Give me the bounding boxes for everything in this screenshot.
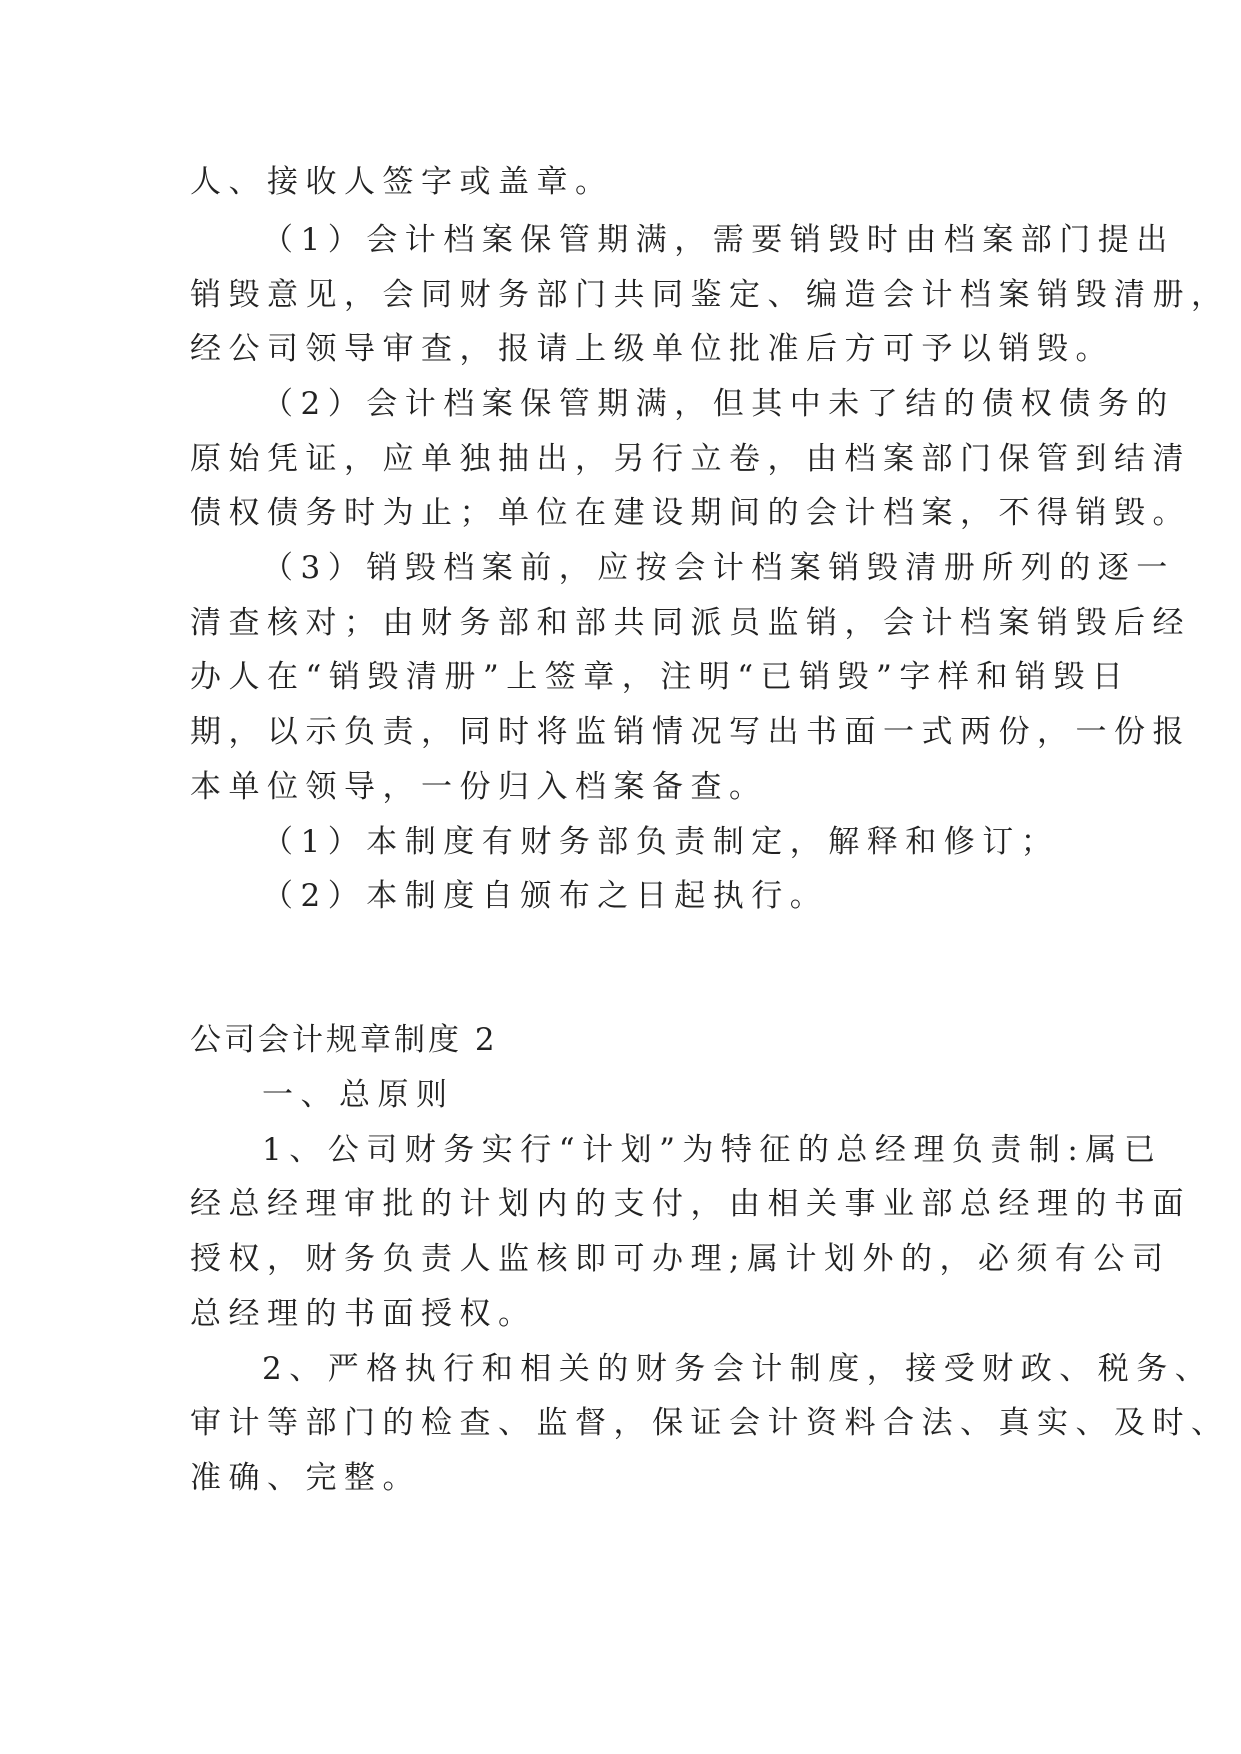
paragraph-line: （2）会计档案保管期满，但其中未了结的债权债务的: [262, 386, 1175, 422]
paragraph-line: 债权债务时为止；单位在建设期间的会计档案，不得销毁。: [190, 495, 1191, 531]
paragraph-line: （1）会计档案保管期满，需要销毁时由档案部门提出: [262, 222, 1175, 258]
paragraph-line: 授权，财务负责人监核即可办理;属计划外的，必须有公司: [190, 1241, 1171, 1277]
paragraph-line: （2）本制度自颁布之日起执行。: [262, 878, 829, 914]
paragraph-line: 准确、完整。: [190, 1460, 421, 1496]
paragraph-line: 经公司领导审查，报请上级单位批准后方可予以销毁。: [190, 331, 1114, 367]
paragraph-line: 办人在“销毁清册”上签章，注明“已销毁”字样和销毁日: [190, 659, 1131, 695]
paragraph-line: 期，以示负责，同时将监销情况写出书面一式两份，一份报: [190, 714, 1191, 750]
section-heading: 一、总原则: [262, 1077, 455, 1113]
paragraph-line: 清查核对；由财务部和部共同派员监销，会计档案销毁后经: [190, 605, 1191, 641]
paragraph-line: 1、公司财务实行“计划”为特征的总经理负责制:属已: [262, 1132, 1163, 1168]
paragraph-line: 经总经理审批的计划内的支付，由相关事业部总经理的书面: [190, 1186, 1191, 1222]
section-title: 公司会计规章制度 2: [190, 1022, 498, 1058]
paragraph-line: 原始凭证，应单独抽出，另行立卷，由档案部门保管到结清: [190, 441, 1191, 477]
paragraph-line: 总经理的书面授权。: [190, 1296, 537, 1332]
paragraph-line: 人、接收人签字或盖章。: [190, 164, 614, 200]
paragraph-line: 本单位领导，一份归入档案备查。: [190, 769, 768, 805]
paragraph-line: 销毁意见，会同财务部门共同鉴定、编造会计档案销毁清册，: [190, 277, 1230, 313]
paragraph-line: 2、严格执行和相关的财务会计制度，接受财政、税务、: [262, 1351, 1214, 1387]
paragraph-line: 审计等部门的检查、监督，保证会计资料合法、真实、及时、: [190, 1405, 1230, 1441]
paragraph-line: （1）本制度有财务部负责制定，解释和修订；: [262, 824, 1060, 860]
paragraph-line: （3）销毁档案前，应按会计档案销毁清册所列的逐一: [262, 550, 1175, 586]
